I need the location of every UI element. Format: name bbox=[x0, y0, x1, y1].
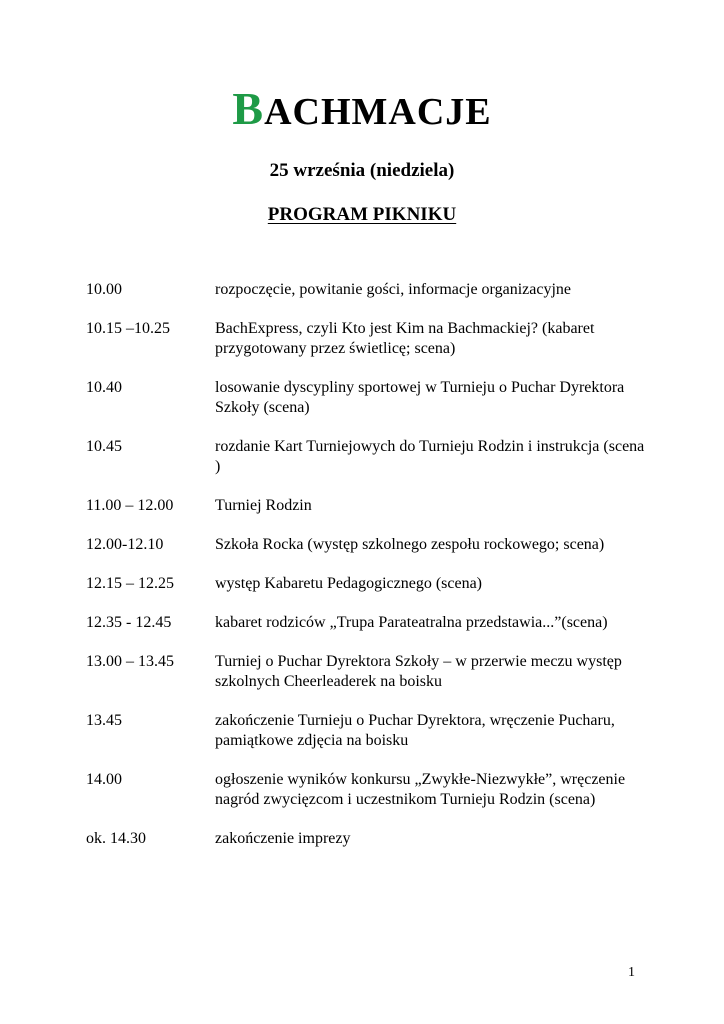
page-number: 1 bbox=[628, 965, 635, 980]
schedule-time: 12.00-12.10 bbox=[86, 536, 164, 553]
schedule-time: 10.15 –10.25 bbox=[86, 320, 170, 337]
schedule-description: rozpoczęcie, powitanie gości, informacje organizacyjne bbox=[215, 281, 571, 298]
schedule-description: Turniej Rodzin bbox=[215, 497, 312, 514]
schedule-row bbox=[86, 770, 646, 810]
schedule-row bbox=[86, 652, 646, 692]
schedule-row bbox=[86, 574, 646, 594]
program-title bbox=[0, 204, 724, 226]
schedule-row bbox=[86, 613, 646, 633]
schedule-row bbox=[86, 711, 646, 751]
schedule-description: występ Kabaretu Pedagogicznego (scena) bbox=[215, 575, 482, 592]
schedule-description: kabaret rodziców „Trupa Parateatralna przedstawia...”(scena) bbox=[215, 614, 608, 631]
schedule-time: 12.35 - 12.45 bbox=[86, 614, 172, 631]
schedule-row bbox=[86, 829, 646, 849]
event-date: 25 września (niedziela) bbox=[269, 160, 455, 181]
schedule-description: zakończenie Turnieju o Puchar Dyrektora, wręczenie Pucharu, pamiątkowe zdjęcia na boisku bbox=[215, 712, 615, 749]
schedule-time: 13.45 bbox=[86, 712, 122, 729]
schedule-description: rozdanie Kart Turniejowych do Turnieju Rodzin i instrukcja (scena ) bbox=[215, 438, 645, 475]
schedule-description: Turniej o Puchar Dyrektora Szkoły – w przerwie meczu występ szkolnych Cheerleaderek na boisku bbox=[215, 653, 622, 690]
schedule-row bbox=[86, 319, 646, 359]
program-title-text: PROGRAM PIKNIKU bbox=[267, 204, 457, 225]
schedule-time: 11.00 – 12.00 bbox=[86, 497, 174, 514]
schedule-row bbox=[86, 496, 646, 516]
schedule-row bbox=[86, 280, 646, 300]
schedule-description: BachExpress, czyli Kto jest Kim na Bachmackiej? (kabaret przygotowany przez świetlicę; scena) bbox=[215, 320, 595, 357]
schedule-row bbox=[86, 535, 646, 555]
schedule-time: ok. 14.30 bbox=[86, 830, 146, 847]
logo-first-letter: B bbox=[232, 83, 265, 134]
schedule-time: 12.15 – 12.25 bbox=[86, 575, 174, 592]
schedule-time: 13.00 – 13.45 bbox=[86, 653, 174, 670]
schedule-description: losowanie dyscypliny sportowej w Turnieju o Puchar Dyrektora Szkoły (scena) bbox=[215, 379, 625, 416]
schedule-time: 14.00 bbox=[86, 771, 122, 788]
logo bbox=[0, 83, 724, 134]
schedule-row bbox=[86, 378, 646, 418]
schedule-time: 10.00 bbox=[86, 281, 122, 298]
schedule-description: Szkoła Rocka (występ szkolnego zespołu rockowego; scena) bbox=[215, 536, 605, 553]
schedule-row bbox=[86, 437, 646, 477]
schedule-time: 10.45 bbox=[86, 438, 122, 455]
logo-text: ACHMACJE bbox=[264, 91, 492, 133]
schedule-description: ogłoszenie wyników konkursu „Zwykłe-Niezwykłe”, wręczenie nagród zwycięzcom i uczestnikom Turnieju Rodzin (scena) bbox=[215, 771, 626, 808]
schedule-time: 10.40 bbox=[86, 379, 122, 396]
schedule-list bbox=[86, 280, 646, 868]
schedule-description: zakończenie imprezy bbox=[215, 830, 351, 847]
